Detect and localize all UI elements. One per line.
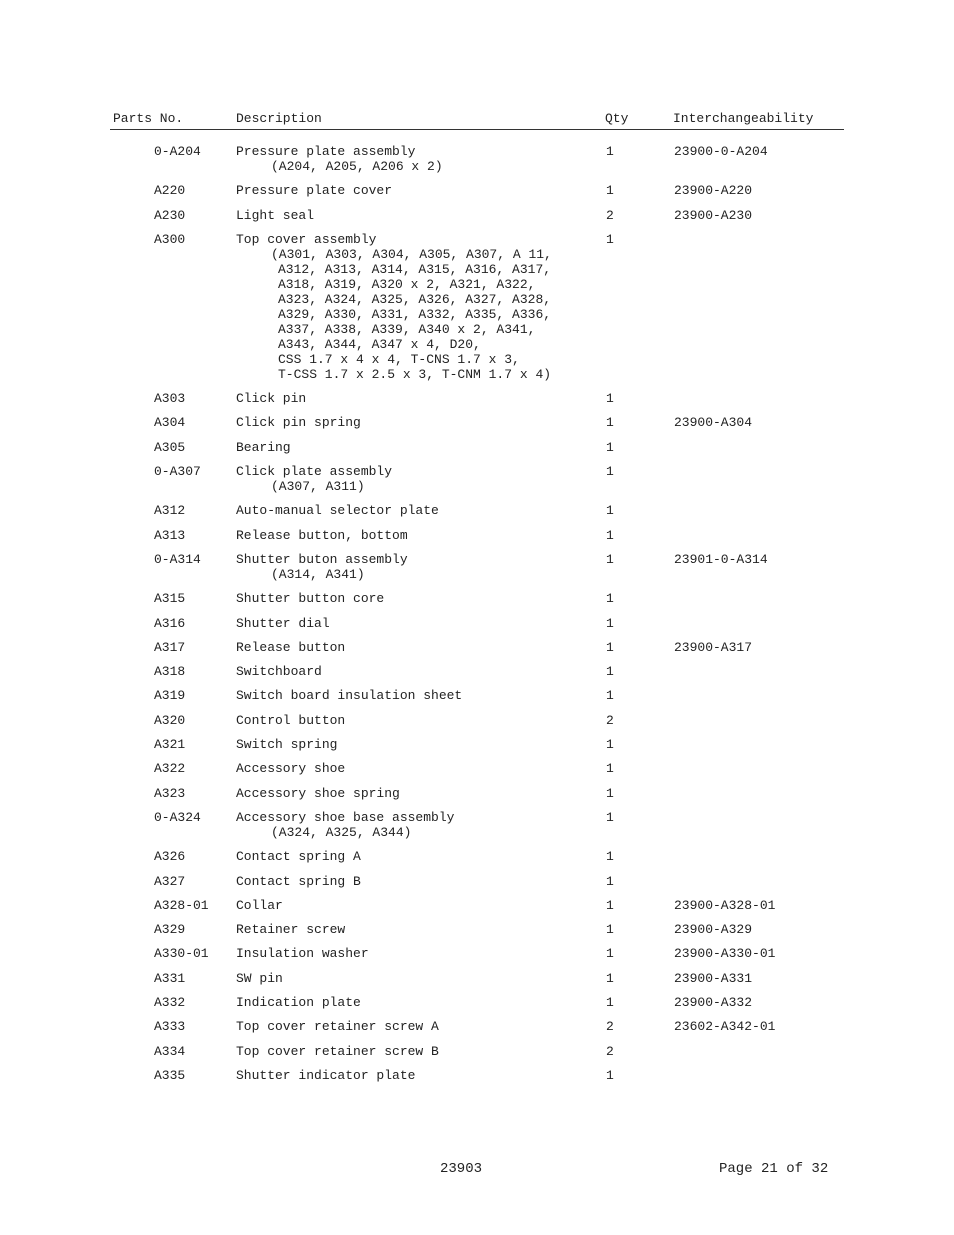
- part-number: A335: [154, 1067, 186, 1083]
- part-number: A304: [154, 415, 186, 431]
- part-qty: 1: [606, 873, 614, 889]
- part-number: 0-A314: [154, 551, 201, 567]
- part-qty: 1: [606, 995, 614, 1011]
- part-qty: 1: [606, 664, 614, 680]
- part-components: (A307, A311): [271, 479, 365, 495]
- part-description-cell: [236, 232, 596, 382]
- part-description: Switchboard: [236, 664, 322, 680]
- part-description-cell: [236, 761, 596, 776]
- table-row: [0, 528, 954, 543]
- part-number: A315: [154, 591, 186, 607]
- part-qty: 1: [606, 591, 614, 607]
- part-description: Insulation washer: [236, 946, 369, 962]
- part-qty: 1: [606, 761, 614, 777]
- part-description-cell: [236, 415, 596, 430]
- footer-doc-number: 23903: [440, 1161, 483, 1177]
- part-number: A316: [154, 615, 186, 631]
- part-number: A328-01: [154, 897, 209, 913]
- part-description-cell: [236, 144, 596, 174]
- part-interchangeability: 23900-A332: [674, 995, 753, 1011]
- part-interchangeability: 23900-A230: [674, 207, 753, 223]
- part-interchangeability: 23900-A328-01: [674, 897, 776, 913]
- table-row: [0, 552, 954, 582]
- part-description: Click pin spring: [236, 415, 361, 431]
- part-description: Release button, bottom: [236, 527, 408, 543]
- part-description-cell: [236, 713, 596, 728]
- part-description-cell: [236, 810, 596, 840]
- header-qty: Qty: [605, 111, 629, 126]
- part-interchangeability: 23900-A304: [674, 415, 753, 431]
- part-description: Top cover assembly: [236, 231, 377, 247]
- part-description: Pressure plate cover: [236, 183, 393, 199]
- part-description-cell: [236, 552, 596, 582]
- table-row: [0, 1019, 954, 1034]
- part-description: Top cover retainer screw B: [236, 1043, 439, 1059]
- part-number: A319: [154, 688, 186, 704]
- part-description: Shutter button core: [236, 591, 385, 607]
- parts-table: [0, 144, 954, 1092]
- table-row: [0, 849, 954, 864]
- part-qty: 1: [606, 922, 614, 938]
- part-interchangeability: 23900-A329: [674, 922, 753, 938]
- part-number: A321: [154, 737, 186, 753]
- part-number: A327: [154, 873, 186, 889]
- table-row: [0, 995, 954, 1010]
- table-row: [0, 616, 954, 631]
- part-description-cell: [236, 464, 596, 494]
- part-description-cell: [236, 737, 596, 752]
- part-interchangeability: 23900-A317: [674, 639, 753, 655]
- table-row: [0, 1044, 954, 1059]
- part-description: Shutter dial: [236, 615, 330, 631]
- part-qty: 1: [606, 688, 614, 704]
- part-number: A317: [154, 639, 186, 655]
- part-number: A220: [154, 183, 186, 199]
- part-description-cell: [236, 183, 596, 198]
- table-row: [0, 440, 954, 455]
- table-row: [0, 737, 954, 752]
- table-row: [0, 761, 954, 776]
- part-description: Retainer screw: [236, 922, 346, 938]
- part-components: A312, A313, A314, A315, A316, A317,: [278, 261, 552, 277]
- part-qty: 2: [606, 1043, 614, 1059]
- part-description-cell: [236, 503, 596, 518]
- part-description-cell: [236, 898, 596, 913]
- part-components: (A204, A205, A206 x 2): [271, 159, 443, 174]
- part-description: Shutter buton assembly: [236, 551, 408, 567]
- header-description: Description: [236, 111, 322, 126]
- part-description: Control button: [236, 712, 346, 728]
- table-row: [0, 208, 954, 223]
- table-row: [0, 874, 954, 889]
- table-row: [0, 640, 954, 655]
- table-row: [0, 971, 954, 986]
- part-components: A337, A338, A339, A340 x 2, A341,: [278, 321, 536, 337]
- part-description-cell: [236, 1019, 596, 1034]
- part-components: (A314, A341): [271, 566, 365, 582]
- part-description-cell: [236, 591, 596, 606]
- part-qty: 1: [606, 970, 614, 986]
- part-description-cell: [236, 1068, 596, 1083]
- part-description: Accessory shoe base assembly: [236, 809, 455, 825]
- table-row: [0, 232, 954, 382]
- part-qty: 1: [606, 183, 614, 199]
- part-description-cell: [236, 995, 596, 1010]
- part-qty: 1: [606, 1067, 614, 1083]
- part-description-cell: [236, 664, 596, 679]
- part-interchangeability: 23900-0-A204: [674, 144, 768, 159]
- part-description-cell: [236, 528, 596, 543]
- table-row: [0, 664, 954, 679]
- part-description: Contact spring B: [236, 873, 361, 889]
- part-qty: 1: [606, 144, 614, 159]
- table-header: [110, 110, 844, 130]
- part-number: A322: [154, 761, 186, 777]
- table-row: [0, 713, 954, 728]
- part-components: A343, A344, A347 x 4, D20,: [278, 336, 481, 352]
- table-row: [0, 144, 954, 174]
- part-description: Shutter indicator plate: [236, 1067, 416, 1083]
- part-qty: 1: [606, 527, 614, 543]
- part-number: A333: [154, 1019, 186, 1035]
- part-description: Auto-manual selector plate: [236, 503, 439, 519]
- part-description: Release button: [236, 639, 346, 655]
- part-description-cell: [236, 640, 596, 655]
- part-description-cell: [236, 786, 596, 801]
- part-description-cell: [236, 849, 596, 864]
- part-qty: 1: [606, 503, 614, 519]
- table-row: [0, 946, 954, 961]
- part-qty: 2: [606, 712, 614, 728]
- part-components: T-CSS 1.7 x 2.5 x 3, T-CNM 1.7 x 4): [278, 366, 552, 382]
- part-number: A331: [154, 970, 186, 986]
- part-qty: 2: [606, 1019, 614, 1035]
- part-interchangeability: 23901-0-A314: [674, 551, 768, 567]
- part-description: Accessory shoe: [236, 761, 346, 777]
- part-components: (A324, A325, A344): [271, 824, 412, 840]
- part-description: SW pin: [236, 970, 283, 986]
- part-qty: 1: [606, 849, 614, 865]
- part-interchangeability: 23900-A220: [674, 183, 753, 199]
- part-description: Click plate assembly: [236, 464, 393, 480]
- table-row: [0, 810, 954, 840]
- part-number: A313: [154, 527, 186, 543]
- part-interchangeability: 23900-A331: [674, 970, 753, 986]
- part-description: Contact spring A: [236, 849, 361, 865]
- part-qty: 2: [606, 207, 614, 223]
- part-number: A230: [154, 207, 186, 223]
- part-description-cell: [236, 688, 596, 703]
- part-qty: 1: [606, 231, 614, 247]
- header-parts-no: Parts No.: [113, 111, 184, 126]
- table-row: [0, 922, 954, 937]
- footer-page-number: Page 21 of 32: [719, 1161, 829, 1177]
- part-number: A334: [154, 1043, 186, 1059]
- table-row: [0, 1068, 954, 1083]
- part-description: Bearing: [236, 439, 291, 455]
- part-description: Collar: [236, 897, 283, 913]
- part-number: A329: [154, 922, 186, 938]
- part-number: A318: [154, 664, 186, 680]
- part-description: Light seal: [236, 207, 315, 223]
- part-interchangeability: 23602-A342-01: [674, 1019, 776, 1035]
- part-qty: 1: [606, 809, 614, 825]
- table-row: [0, 391, 954, 406]
- table-row: [0, 415, 954, 430]
- header-interchangeability: Interchangeability: [673, 111, 814, 126]
- part-qty: 1: [606, 639, 614, 655]
- part-qty: 1: [606, 946, 614, 962]
- part-description: Top cover retainer screw A: [236, 1019, 439, 1035]
- part-qty: 1: [606, 415, 614, 431]
- part-description-cell: [236, 946, 596, 961]
- part-qty: 1: [606, 897, 614, 913]
- part-description: Switch spring: [236, 737, 338, 753]
- part-interchangeability: 23900-A330-01: [674, 946, 776, 962]
- part-number: A320: [154, 712, 186, 728]
- part-qty: 1: [606, 391, 614, 407]
- part-description-cell: [236, 971, 596, 986]
- part-description-cell: [236, 1044, 596, 1059]
- part-number: A326: [154, 849, 186, 865]
- part-components: (A301, A303, A304, A305, A307, A 11,: [271, 246, 552, 262]
- part-description: Accessory shoe spring: [236, 785, 400, 801]
- part-number: 0-A204: [154, 144, 201, 159]
- table-row: [0, 464, 954, 494]
- part-components: CSS 1.7 x 4 x 4, T-CNS 1.7 x 3,: [278, 351, 520, 367]
- table-row: [0, 591, 954, 606]
- part-description: Indication plate: [236, 995, 361, 1011]
- part-description-cell: [236, 616, 596, 631]
- part-components: A323, A324, A325, A326, A327, A328,: [278, 291, 552, 307]
- table-row: [0, 688, 954, 703]
- part-number: A323: [154, 785, 186, 801]
- table-row: [0, 786, 954, 801]
- table-row: [0, 183, 954, 198]
- part-components: A318, A319, A320 x 2, A321, A322,: [278, 276, 536, 292]
- part-qty: 1: [606, 615, 614, 631]
- part-description-cell: [236, 208, 596, 223]
- part-number: 0-A324: [154, 809, 201, 825]
- part-number: A312: [154, 503, 186, 519]
- part-description: Pressure plate assembly: [236, 144, 416, 159]
- table-row: [0, 503, 954, 518]
- part-description-cell: [236, 440, 596, 455]
- part-description-cell: [236, 922, 596, 937]
- part-qty: 1: [606, 464, 614, 480]
- part-qty: 1: [606, 785, 614, 801]
- part-number: A303: [154, 391, 186, 407]
- part-description-cell: [236, 391, 596, 406]
- part-qty: 1: [606, 737, 614, 753]
- part-number: A332: [154, 995, 186, 1011]
- part-qty: 1: [606, 551, 614, 567]
- table-row: [0, 898, 954, 913]
- part-description: Switch board insulation sheet: [236, 688, 463, 704]
- part-number: A300: [154, 231, 186, 247]
- part-qty: 1: [606, 439, 614, 455]
- part-number: 0-A307: [154, 464, 201, 480]
- part-description: Click pin: [236, 391, 307, 407]
- part-description-cell: [236, 874, 596, 889]
- part-number: A305: [154, 439, 186, 455]
- part-number: A330-01: [154, 946, 209, 962]
- part-components: A329, A330, A331, A332, A335, A336,: [278, 306, 552, 322]
